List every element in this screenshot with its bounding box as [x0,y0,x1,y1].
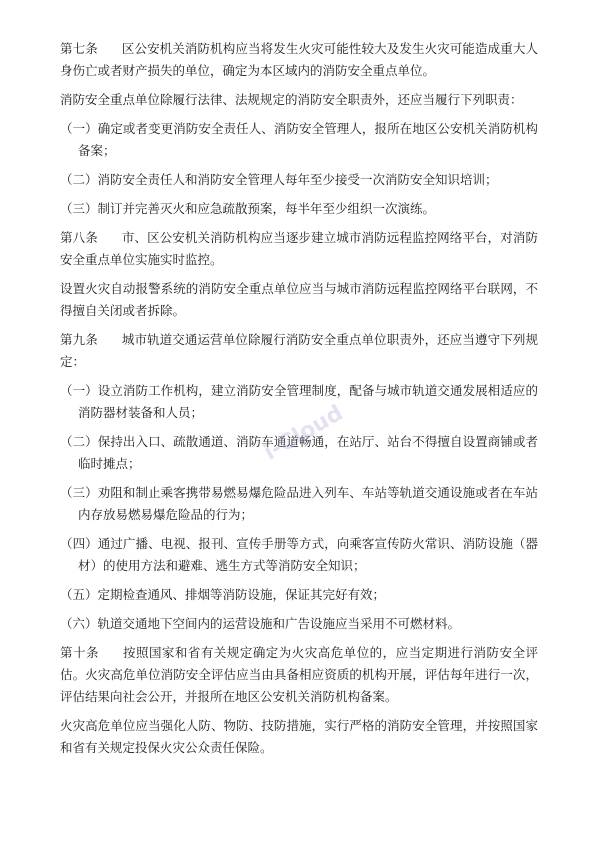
list-item [60,584,538,606]
list-item [60,380,538,424]
list-item-text: （六）轨道交通地下空间内的运营设施和广告设施应当采用不可燃材料。 [60,616,461,631]
article-text: 区公安机关消防机构应当将发生火灾可能性较大及发生火灾可能造成重大人身伤亡或者财产损失的单位，确定为本区域内的消防安全重点单位。 [60,41,538,78]
list-item-text: （三）劝阻和制止乘客携带易燃易爆危险品进入列车、车站等轨道交通设施或者在车站内存放易燃易爆危险品的行为； [60,485,538,522]
list-item [60,533,538,577]
article-number: 第九条 [60,332,98,347]
list-item [60,118,538,162]
list-item-text: （一）设立消防工作机构，建立消防安全管理制度，配备与城市轨道交通发展相适应的消防器材装备和人员； [60,383,538,420]
paragraph-text: 设置火灾自动报警系统的消防安全重点单位应当与城市消防远程监控网络平台联网，不得擅自关闭或者拆除。 [60,281,538,318]
list-item [60,198,538,220]
list-item [60,482,538,526]
paragraph [60,89,538,111]
article-text: 市、区公安机关消防机构应当逐步建立城市消防远程监控网络平台，对消防安全重点单位实施实时监控。 [60,230,538,267]
list-item-text: （一）确定或者变更消防安全责任人、消防安全管理人，报所在地区公安机关消防机构备案； [60,121,538,158]
watermark-text: i-Cloud [259,400,348,466]
paragraph [60,278,538,322]
list-item-text: （五）定期检查通风、排烟等消防设施，保证其完好有效； [60,587,386,602]
list-item [60,613,538,635]
paragraph-text: 火灾高危单位应当强化人防、物防、技防措施，实行严格的消防安全管理，并按照国家和省有关规定投保火灾公众责任保险。 [60,718,538,755]
article-9 [60,329,538,373]
list-item [60,169,538,191]
article-8 [60,227,538,271]
article-text: 城市轨道交通运营单位除履行消防安全重点单位职责外，还应当遵守下列规定： [60,332,538,369]
list-item-text: （三）制订并完善灭火和应急疏散预案，每半年至少组织一次演练。 [60,201,436,216]
article-text: 按照国家和省有关规定确定为火灾高危单位的，应当定期进行消防安全评估。火灾高危单位消防安全评估应当由具备相应资质的机构开展，评估每年进行一次，评估结果向社会公开，并报所在地区公安机关消防机构备案。 [60,645,538,704]
list-item-text: （二）消防安全责任人和消防安全管理人每年至少接受一次消防安全知识培训； [60,172,498,187]
article-number: 第七条 [60,41,98,56]
article-number: 第十条 [60,645,99,660]
paragraph [60,715,538,759]
article-7 [60,38,538,82]
list-item-text: （四）通过广播、电视、报刊、宣传手册等方式，向乘客宣传防火常识、消防设施（器材）的使用方法和避难、逃生方式等消防安全知识； [60,536,538,573]
list-item-text: （二）保持出入口、疏散通道、消防车通道畅通，在站厅、站台不得擅自设置商铺或者临时摊点； [60,434,538,471]
article-number: 第八条 [60,230,98,245]
document-body [60,38,538,766]
article-10 [60,642,538,708]
paragraph-text: 消防安全重点单位除履行法律、法规规定的消防安全职责外，还应当履行下列职责： [60,92,523,107]
list-item [60,431,538,475]
